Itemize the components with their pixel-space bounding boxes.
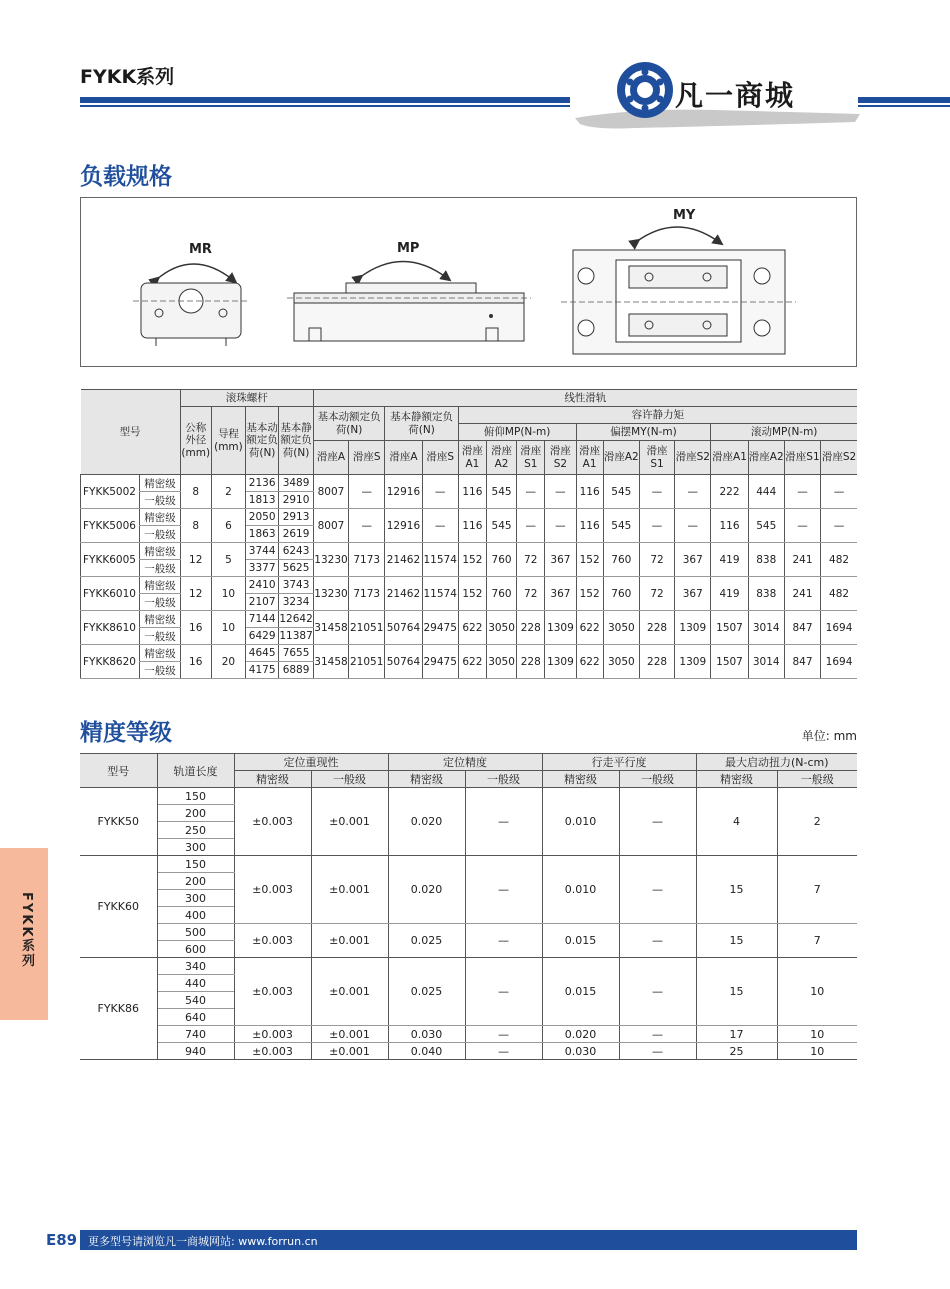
- moment-cell: 1309: [675, 645, 711, 679]
- th-torque: 最大启动扭力(N-cm): [696, 754, 857, 771]
- dyn-cell: 1813: [246, 492, 279, 509]
- th-slide-a1: 滑座A1: [458, 441, 486, 475]
- dyn-cell: 2136: [246, 475, 279, 492]
- value-cell: —: [465, 958, 542, 1026]
- lead-cell: 10: [211, 611, 245, 645]
- moment-cell: —: [784, 509, 820, 543]
- th-slide-a1: 滑座A1: [711, 441, 748, 475]
- th-slide-s: 滑座S: [349, 441, 385, 475]
- moment-cell: 3050: [603, 645, 639, 679]
- model-cell: FYKK8620: [81, 645, 140, 679]
- th-slide-a: 滑座A: [313, 441, 348, 475]
- value-cell: ±0.001: [311, 788, 388, 856]
- moment-cell: —: [545, 509, 576, 543]
- moment-cell: 116: [576, 475, 603, 509]
- value-cell: ±0.003: [234, 924, 311, 958]
- dia-cell: 12: [180, 543, 211, 577]
- value-cell: 0.025: [388, 958, 465, 1026]
- moment-cell: 367: [675, 577, 711, 611]
- moment-cell: 545: [603, 509, 639, 543]
- value-cell: 15: [696, 958, 777, 1026]
- moment-cell: 545: [748, 509, 784, 543]
- table-row: [80, 1043, 857, 1060]
- rail-length-cell: 340: [157, 958, 234, 975]
- moment-cell: 760: [603, 543, 639, 577]
- value-cell: 10: [777, 1026, 857, 1043]
- th-precise: 精密级: [696, 771, 777, 788]
- value-cell: 0.020: [542, 1026, 619, 1043]
- grade-cell: 精密级: [140, 577, 180, 594]
- value-cell: ±0.001: [311, 958, 388, 1026]
- page-number: E89: [46, 1231, 78, 1249]
- rail-load-cell: 21462: [385, 543, 422, 577]
- th-lead: 导程(mm): [211, 407, 245, 475]
- rail-load-cell: 50764: [385, 611, 422, 645]
- moment-cell: 367: [545, 543, 576, 577]
- value-cell: 0.025: [388, 924, 465, 958]
- moment-cell: —: [784, 475, 820, 509]
- rail-length-cell: 250: [157, 822, 234, 839]
- moment-cell: —: [821, 509, 857, 543]
- lead-cell: 2: [211, 475, 245, 509]
- rail-load-cell: 12916: [385, 475, 422, 509]
- rail-load-cell: 13230: [313, 543, 348, 577]
- grade-cell: 精密级: [140, 611, 180, 628]
- rail-load-cell: 7173: [349, 577, 385, 611]
- table-row: [81, 509, 858, 526]
- moment-cell: —: [675, 475, 711, 509]
- value-cell: 0.020: [388, 856, 465, 924]
- rail-load-cell: 7173: [349, 543, 385, 577]
- moment-cell: 3014: [748, 645, 784, 679]
- stat-cell: 6889: [279, 662, 314, 679]
- stat-cell: 7655: [279, 645, 314, 662]
- rail-load-cell: 31458: [313, 645, 348, 679]
- moment-cell: 419: [711, 543, 748, 577]
- value-cell: —: [465, 1043, 542, 1060]
- stat-cell: 6243: [279, 543, 314, 560]
- rail-load-cell: 21051: [349, 611, 385, 645]
- value-cell: 0.040: [388, 1043, 465, 1060]
- value-cell: 15: [696, 924, 777, 958]
- th-slide-a2: 滑座A2: [603, 441, 639, 475]
- rail-load-cell: 11574: [422, 577, 458, 611]
- value-cell: 15: [696, 856, 777, 924]
- stat-cell: 2619: [279, 526, 314, 543]
- moment-cell: 760: [486, 543, 516, 577]
- stat-cell: 5625: [279, 560, 314, 577]
- moment-cell: 228: [517, 645, 545, 679]
- stat-cell: 2910: [279, 492, 314, 509]
- value-cell: ±0.001: [311, 924, 388, 958]
- moment-cell: 367: [545, 577, 576, 611]
- grade-cell: 一般级: [140, 594, 180, 611]
- dyn-cell: 4175: [246, 662, 279, 679]
- precision-table: [80, 753, 857, 1060]
- th-slide-s2: 滑座S2: [545, 441, 576, 475]
- moment-cell: 241: [784, 543, 820, 577]
- moment-cell: 419: [711, 577, 748, 611]
- moment-cell: 847: [784, 645, 820, 679]
- moment-cell: 545: [603, 475, 639, 509]
- rail-load-cell: 12916: [385, 509, 422, 543]
- value-cell: —: [465, 1026, 542, 1043]
- rail-load-cell: —: [422, 509, 458, 543]
- rail-length-cell: 200: [157, 873, 234, 890]
- value-cell: 0.015: [542, 958, 619, 1026]
- th-p-model: 型号: [80, 754, 157, 788]
- moment-cell: 116: [576, 509, 603, 543]
- value-cell: 0.010: [542, 788, 619, 856]
- moment-cell: 1507: [711, 611, 748, 645]
- stat-cell: 2913: [279, 509, 314, 526]
- unit-label: 单位: mm: [801, 729, 857, 743]
- rail-load-cell: 13230: [313, 577, 348, 611]
- moment-cell: 1694: [821, 611, 857, 645]
- th-slide-s: 滑座S: [422, 441, 458, 475]
- rail-load-cell: 8007: [313, 509, 348, 543]
- dyn-cell: 2050: [246, 509, 279, 526]
- value-cell: 7: [777, 856, 857, 924]
- value-cell: —: [465, 788, 542, 856]
- table-row: [80, 1026, 857, 1043]
- side-tab[interactable]: [0, 848, 48, 1020]
- rail-load-cell: —: [349, 509, 385, 543]
- moment-cell: 72: [517, 577, 545, 611]
- moment-cell: 838: [748, 543, 784, 577]
- table-row: [81, 611, 858, 628]
- rail-load-cell: 29475: [422, 611, 458, 645]
- stat-cell: 3743: [279, 577, 314, 594]
- table-row: [80, 788, 857, 805]
- moment-cell: —: [639, 509, 674, 543]
- moment-cell: 3050: [486, 645, 516, 679]
- th-slide-s1: 滑座S1: [517, 441, 545, 475]
- dia-cell: 16: [180, 611, 211, 645]
- th-dyn-load: 基本动额定负荷(N): [246, 407, 279, 475]
- th-slide-s2: 滑座S2: [675, 441, 711, 475]
- table-row: [81, 645, 858, 662]
- moment-cell: 760: [603, 577, 639, 611]
- rail-load-cell: 21051: [349, 645, 385, 679]
- th-general: 一般级: [777, 771, 857, 788]
- moment-cell: —: [517, 509, 545, 543]
- value-cell: ±0.003: [234, 788, 311, 856]
- model-cell: FYKK5002: [81, 475, 140, 509]
- stat-cell: 12642: [279, 611, 314, 628]
- moment-cell: 228: [639, 611, 674, 645]
- th-slide-a2: 滑座A2: [748, 441, 784, 475]
- moment-cell: 116: [711, 509, 748, 543]
- dia-cell: 8: [180, 509, 211, 543]
- dyn-cell: 7144: [246, 611, 279, 628]
- moment-cell: 241: [784, 577, 820, 611]
- table-row: [80, 958, 857, 975]
- grade-cell: 精密级: [140, 509, 180, 526]
- dyn-cell: 2410: [246, 577, 279, 594]
- moment-diagram: [80, 197, 857, 367]
- rail-load-cell: 11574: [422, 543, 458, 577]
- th-slide-a1: 滑座A1: [576, 441, 603, 475]
- rail-length-cell: 600: [157, 941, 234, 958]
- mr-label: MR: [189, 242, 212, 257]
- grade-cell: 精密级: [140, 645, 180, 662]
- rail-length-cell: 150: [157, 788, 234, 805]
- value-cell: —: [619, 1043, 696, 1060]
- rail-length-cell: 300: [157, 890, 234, 907]
- moment-cell: —: [639, 475, 674, 509]
- model-cell: FYKK5006: [81, 509, 140, 543]
- moment-cell: 545: [486, 475, 516, 509]
- th-general: 一般级: [619, 771, 696, 788]
- rail-length-cell: 400: [157, 907, 234, 924]
- value-cell: —: [619, 1026, 696, 1043]
- brand-logo: [575, 58, 860, 133]
- moment-cell: 367: [675, 543, 711, 577]
- moment-cell: 3014: [748, 611, 784, 645]
- moment-cell: 760: [486, 577, 516, 611]
- moment-cell: 482: [821, 577, 857, 611]
- moment-cell: 228: [517, 611, 545, 645]
- logo-text: 凡一商城: [675, 79, 796, 112]
- th-slide-s1: 滑座S1: [639, 441, 674, 475]
- th-precise: 精密级: [234, 771, 311, 788]
- dia-cell: 12: [180, 577, 211, 611]
- th-rail-dyn: 基本动额定负荷(N): [313, 407, 384, 441]
- rail-length-cell: 540: [157, 992, 234, 1009]
- moment-cell: 622: [576, 645, 603, 679]
- dyn-cell: 1863: [246, 526, 279, 543]
- value-cell: 25: [696, 1043, 777, 1060]
- th-slide-s2: 滑座S2: [821, 441, 857, 475]
- moment-cell: 622: [458, 645, 486, 679]
- moment-cell: 116: [458, 509, 486, 543]
- rail-length-cell: 640: [157, 1009, 234, 1026]
- moment-cell: —: [545, 475, 576, 509]
- rail-load-cell: 21462: [385, 577, 422, 611]
- value-cell: 0.015: [542, 924, 619, 958]
- dia-cell: 8: [180, 475, 211, 509]
- model-cell: FYKK60: [80, 856, 157, 958]
- model-cell: FYKK6010: [81, 577, 140, 611]
- grade-cell: 一般级: [140, 526, 180, 543]
- rail-length-cell: 200: [157, 805, 234, 822]
- value-cell: —: [619, 788, 696, 856]
- table-row: [81, 577, 858, 594]
- value-cell: 0.030: [388, 1026, 465, 1043]
- dyn-cell: 6429: [246, 628, 279, 645]
- moment-cell: 1309: [545, 645, 576, 679]
- rail-length-cell: 940: [157, 1043, 234, 1060]
- value-cell: 7: [777, 924, 857, 958]
- moment-cell: 482: [821, 543, 857, 577]
- value-cell: ±0.003: [234, 856, 311, 924]
- th-rail-length: 轨道长度: [157, 754, 234, 788]
- moment-cell: 3050: [486, 611, 516, 645]
- moment-cell: —: [675, 509, 711, 543]
- moment-cell: 444: [748, 475, 784, 509]
- value-cell: —: [465, 924, 542, 958]
- rail-length-cell: 300: [157, 839, 234, 856]
- moment-cell: 152: [458, 577, 486, 611]
- moment-cell: 228: [639, 645, 674, 679]
- value-cell: 0.010: [542, 856, 619, 924]
- moment-cell: —: [517, 475, 545, 509]
- moment-cell: 622: [458, 611, 486, 645]
- value-cell: ±0.001: [311, 1026, 388, 1043]
- moment-cell: 152: [576, 543, 603, 577]
- side-tab-label: FYKK系列: [19, 892, 34, 969]
- value-cell: —: [619, 958, 696, 1026]
- header-rule-left: [80, 97, 570, 103]
- moment-cell: 1507: [711, 645, 748, 679]
- grade-cell: 精密级: [140, 475, 180, 492]
- model-cell: FYKK50: [80, 788, 157, 856]
- th-general: 一般级: [465, 771, 542, 788]
- rail-length-cell: 500: [157, 924, 234, 941]
- dyn-cell: 4645: [246, 645, 279, 662]
- stat-cell: 11387: [279, 628, 314, 645]
- rail-length-cell: 150: [157, 856, 234, 873]
- value-cell: —: [619, 924, 696, 958]
- rail-load-cell: —: [422, 475, 458, 509]
- value-cell: ±0.001: [311, 1043, 388, 1060]
- value-cell: 0.020: [388, 788, 465, 856]
- section-title-precision: 精度等级: [80, 720, 172, 746]
- value-cell: ±0.003: [234, 1026, 311, 1043]
- dyn-cell: 2107: [246, 594, 279, 611]
- th-general: 一般级: [311, 771, 388, 788]
- moment-cell: 116: [458, 475, 486, 509]
- th-repeat: 定位重现性: [234, 754, 388, 771]
- th-linear-rail: 线性滑轨: [313, 390, 857, 407]
- rail-load-cell: 31458: [313, 611, 348, 645]
- th-moment: 容许静力矩: [458, 407, 857, 424]
- value-cell: —: [465, 856, 542, 924]
- th-roll: 滚动MP(N-m): [711, 424, 857, 441]
- th-model: 型号: [81, 390, 181, 475]
- moment-cell: 72: [639, 543, 674, 577]
- rail-load-cell: 50764: [385, 645, 422, 679]
- lead-cell: 20: [211, 645, 245, 679]
- moment-cell: 622: [576, 611, 603, 645]
- moment-cell: 545: [486, 509, 516, 543]
- moment-cell: 847: [784, 611, 820, 645]
- value-cell: ±0.003: [234, 1043, 311, 1060]
- table-row: [80, 924, 857, 941]
- th-slide-a: 滑座A: [385, 441, 422, 475]
- value-cell: 0.030: [542, 1043, 619, 1060]
- th-slide-s1: 滑座S1: [784, 441, 820, 475]
- table-row: [80, 856, 857, 873]
- grade-cell: 一般级: [140, 628, 180, 645]
- footer-text: 更多型号请浏览凡一商城网站: www.forrun.cn: [88, 1235, 318, 1248]
- value-cell: 4: [696, 788, 777, 856]
- moment-cell: —: [821, 475, 857, 509]
- dyn-cell: 3744: [246, 543, 279, 560]
- model-cell: FYKK8610: [81, 611, 140, 645]
- moment-cell: 72: [517, 543, 545, 577]
- rail-load-cell: 29475: [422, 645, 458, 679]
- value-cell: ±0.003: [234, 958, 311, 1026]
- header-rule-right: [858, 97, 950, 103]
- th-nominal-dia: 公称外径(mm): [180, 407, 211, 475]
- moment-cell: 152: [458, 543, 486, 577]
- lead-cell: 5: [211, 543, 245, 577]
- value-cell: 17: [696, 1026, 777, 1043]
- section-title-load: 负载规格: [80, 164, 172, 190]
- th-yaw: 偏摆MY(N-m): [576, 424, 711, 441]
- dyn-cell: 3377: [246, 560, 279, 577]
- stat-cell: 3234: [279, 594, 314, 611]
- moment-cell: 3050: [603, 611, 639, 645]
- value-cell: 10: [777, 1043, 857, 1060]
- th-static-load: 基本静额定负荷(N): [279, 407, 314, 475]
- th-accuracy: 定位精度: [388, 754, 542, 771]
- moment-cell: 838: [748, 577, 784, 611]
- lead-cell: 6: [211, 509, 245, 543]
- th-pitch: 俯仰MP(N-m): [458, 424, 576, 441]
- moment-cell: 222: [711, 475, 748, 509]
- rail-length-cell: 740: [157, 1026, 234, 1043]
- value-cell: —: [619, 856, 696, 924]
- th-precise: 精密级: [542, 771, 619, 788]
- moment-cell: 1309: [545, 611, 576, 645]
- grade-cell: 精密级: [140, 543, 180, 560]
- rail-load-cell: 8007: [313, 475, 348, 509]
- th-rail-static: 基本静额定负荷(N): [385, 407, 458, 441]
- mp-label: MP: [397, 241, 420, 256]
- th-precise: 精密级: [388, 771, 465, 788]
- value-cell: 10: [777, 958, 857, 1026]
- dia-cell: 16: [180, 645, 211, 679]
- lead-cell: 10: [211, 577, 245, 611]
- th-parallel: 行走平行度: [542, 754, 696, 771]
- model-cell: FYKK86: [80, 958, 157, 1060]
- moment-cell: 1309: [675, 611, 711, 645]
- my-label: MY: [673, 208, 696, 223]
- value-cell: ±0.001: [311, 856, 388, 924]
- table-row: [81, 475, 858, 492]
- rail-load-cell: —: [349, 475, 385, 509]
- load-spec-table: [80, 389, 857, 679]
- grade-cell: 一般级: [140, 492, 180, 509]
- th-ball-screw: 滚珠螺杆: [180, 390, 313, 407]
- model-cell: FYKK6005: [81, 543, 140, 577]
- rail-length-cell: 440: [157, 975, 234, 992]
- moment-cell: 152: [576, 577, 603, 611]
- value-cell: 2: [777, 788, 857, 856]
- footer-bar: [80, 1230, 857, 1250]
- stat-cell: 3489: [279, 475, 314, 492]
- series-title: FYKK系列: [80, 66, 175, 88]
- moment-cell: 72: [639, 577, 674, 611]
- table-row: [81, 543, 858, 560]
- moment-cell: 1694: [821, 645, 857, 679]
- grade-cell: 一般级: [140, 560, 180, 577]
- grade-cell: 一般级: [140, 662, 180, 679]
- th-slide-a2: 滑座A2: [486, 441, 516, 475]
